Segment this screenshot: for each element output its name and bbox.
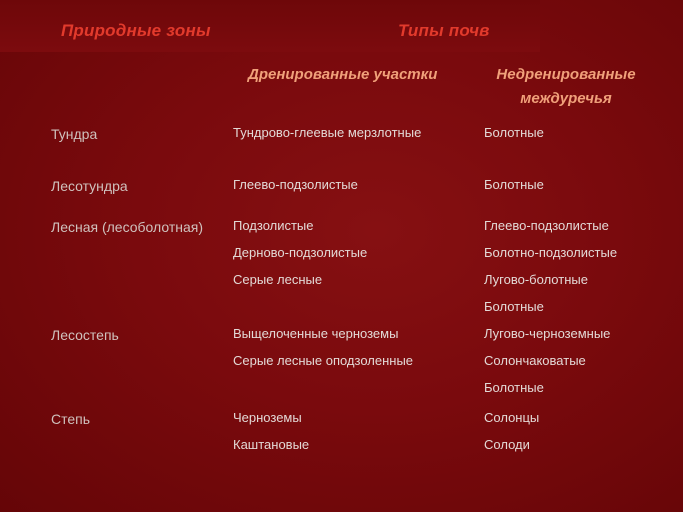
zone-steppe: Степь: [51, 411, 91, 427]
zone-forest-steppe: Лесостепь: [51, 327, 119, 343]
natural-zones-header: Природные зоны: [61, 21, 211, 40]
undrained-list-forest-steppe: [484, 326, 610, 407]
undrained-list-tundra: [484, 125, 544, 152]
undrained-interfluves-subheader: [478, 63, 654, 111]
undrained-list-steppe: [484, 410, 539, 464]
zone-forest-tundra: Лесотундра: [51, 178, 128, 194]
undrained-list-forest-tundra: [484, 177, 544, 204]
drained-list-forest: [233, 218, 367, 299]
soil-item: Серые лесные оподзоленные: [233, 353, 414, 368]
undrained-subheader-line1: Недренированные: [496, 66, 636, 83]
soil-types-header: Типы почв: [398, 21, 490, 40]
soil-item: Болотные: [484, 177, 544, 192]
soil-item: Серые лесные: [233, 272, 323, 287]
soil-item: Глеево-подзолистые: [233, 177, 358, 192]
drained-list-forest-steppe: [233, 326, 413, 380]
soil-item: Болотные: [484, 299, 544, 314]
soil-item: Глеево-подзолистые: [484, 218, 609, 233]
soil-item: Болотные: [484, 380, 544, 395]
drained-list-forest-tundra: [233, 177, 358, 204]
undrained-subheader-line2: междуречья: [520, 90, 612, 107]
soil-item: Лугово-черноземные: [484, 326, 611, 341]
soil-item: Солонцы: [484, 410, 540, 425]
drained-list-tundra: [233, 125, 421, 152]
soil-item: Подзолистые: [233, 218, 314, 233]
soil-item: Тундрово-глеевые мерзлотные: [233, 125, 422, 140]
undrained-list-forest: [484, 218, 617, 326]
soil-item: Солоди: [484, 437, 530, 452]
zone-forest: Лесная (лесоболотная): [51, 219, 203, 235]
soil-item: Дерново-подзолистые: [233, 245, 368, 260]
drained-areas-subheader: Дренированные участки: [248, 66, 438, 83]
soil-item: Каштановые: [233, 437, 310, 452]
soil-item: Болотно-подзолистые: [484, 245, 618, 260]
soil-item: Черноземы: [233, 410, 302, 425]
drained-list-steppe: [233, 410, 309, 464]
soil-item: Лугово-болотные: [484, 272, 588, 287]
zone-tundra: Тундра: [51, 126, 98, 142]
soil-item: Болотные: [484, 125, 544, 140]
soil-item: Выщелоченные черноземы: [233, 326, 399, 341]
soil-item: Солончаковатые: [484, 353, 586, 368]
